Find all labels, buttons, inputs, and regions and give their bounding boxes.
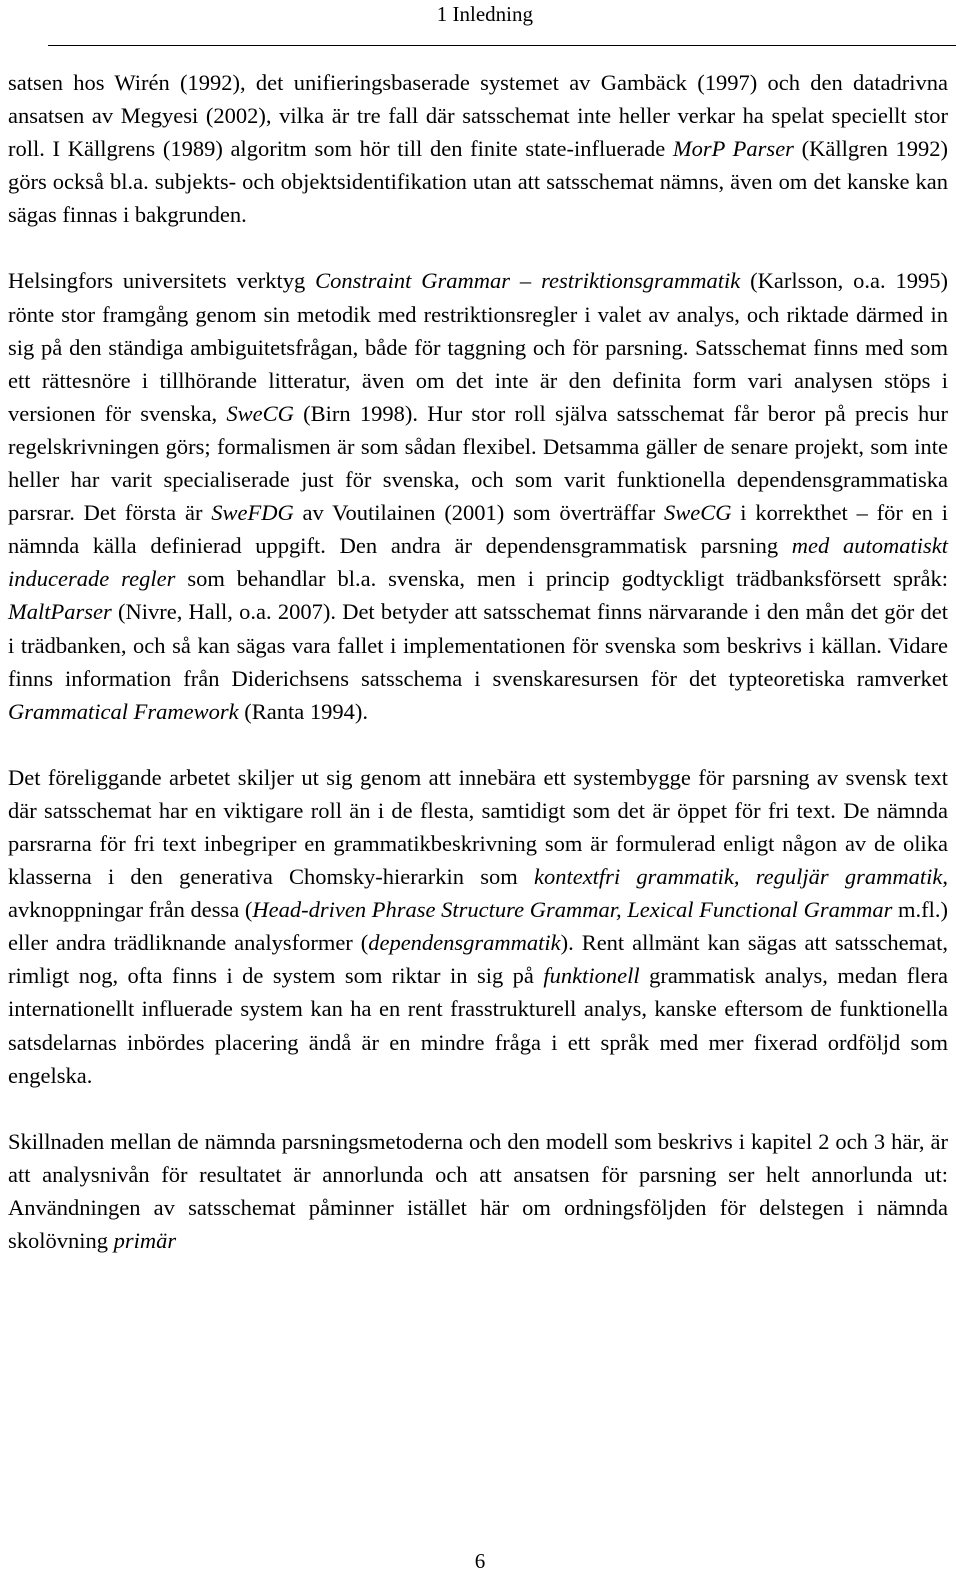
text-run: av Voutilainen (2001) som överträffar xyxy=(293,500,664,526)
italic-term: Grammatical Framework xyxy=(8,698,239,724)
text-run: ). Rent allmänt kan sägas att satsschemat, rimligt nog, ofta finns i de system som riktar in sig på xyxy=(8,930,948,989)
text-run: Det föreliggande arbetet skiljer ut sig genom att innebära ett systembygge för parsning av svensk text där satsschemat har en viktigare roll än i de flesta, samtidigt som det är öppet för fri text. De nämnda parsrarna för fri text inbegriper en grammatikbeskrivning som är formulerad enligt någon av de olika klasserna i den generativa Chomsky-hierarkin som xyxy=(8,764,948,890)
text-run: (Karlsson, o.a. 1995) rönte stor framgång genom sin metodik med restriktionsregler i valet av analys, och riktade därmed in sig på den ständiga ambiguitetsfrågan, både för taggning och för parsning. Satsschemat finns med som ett rättesnöre i tillhörande litteratur, även om det inte är den definita form vari analysen stöps i versionen för svenska, xyxy=(8,268,948,426)
body-text xyxy=(8,66,948,1257)
italic-term: SweCG xyxy=(663,500,732,526)
italic-term: kontextfri grammatik, reguljär grammatik xyxy=(533,864,943,890)
italic-term: MaltParser xyxy=(8,599,112,625)
text-run: Skillnaden mellan de nämnda parsningsmetoderna och den modell som beskrivs i kapitel 2 och 3 här, är att analysnivån för resultatet är annorlunda och att ansatsen för parsning ser helt annorlunda ut: Användningen av satsschemat påminner istället här om ordningsföljden för delstegen i nämnda skolövning xyxy=(8,1128,948,1253)
italic-term: Constraint Grammar – restriktionsgrammatik xyxy=(315,268,741,294)
text-run: (Nivre, Hall, o.a. 2007). Det betyder att satsschemat finns närvarande i den mån det gör det i trädbanken, och så kan sägas vara fallet i implementationen för svenska som beskrivs i källan. Vidare finns information från Diderichsens satsschema i svenskaresursen för det typteoretiska ramverket xyxy=(8,599,948,691)
italic-term: MorP Parser xyxy=(672,136,794,162)
italic-term: primär xyxy=(113,1228,177,1253)
running-header-title: 1 Inledning xyxy=(436,2,533,26)
paragraph-1 xyxy=(8,66,948,231)
page-header xyxy=(0,0,960,36)
text-run: Helsingfors universitets verktyg xyxy=(8,268,316,294)
italic-term: SweFDG xyxy=(211,500,294,526)
text-run: , avknoppningar från dessa ( xyxy=(8,864,949,923)
text-run: (Källgren 1992) görs också bl.a. subjekts- och objektsidentifikation utan att satsschemat nämns, även om det kanske kan sägas finnas i bakgrunden. xyxy=(8,136,948,228)
text-run: (Ranta 1994). xyxy=(238,698,368,724)
text-run: satsen hos Wirén (1992), det unifieringsbaserade systemet av Gambäck (1997) och den datadrivna ansatsen av Megyesi (2002), vilka är tre fall där satsschemat inte heller verkar ha spelat speciellt stor roll. I Källgrens (1989) algoritm som hör till den finite state-influerade xyxy=(8,70,948,162)
paragraph-4 xyxy=(8,1125,948,1257)
italic-term: med automatiskt inducerade regler xyxy=(8,533,948,592)
text-run: (Birn 1998). Hur stor roll själva satsschemat får beror på precis hur regelskrivningen görs; formalismen är som sådan flexibel. Detsamma gäller de senare projekt, som inte heller har varit specialiserade just för svenska, och som varit funktionella dependensgrammatiska parsrar. Det första är xyxy=(8,400,948,526)
italic-term: funktionell xyxy=(543,963,640,989)
text-run: grammatisk analys, medan flera internationellt influerade system kan ha en rent frasstrukturell analys, kanske eftersom de funktionella satsdelarnas inbördes placering ändå är en mindre fråga i ett språk med mer fixerad ordföljd som engelska. xyxy=(8,963,948,1088)
text-run: m.fl.) eller andra trädliknande analysformer ( xyxy=(8,897,948,956)
text-run: i korrekthet – för en i nämnda källa definierad uppgift. Den andra är dependensgrammatisk parsning xyxy=(8,500,948,559)
paragraph-2 xyxy=(8,264,948,727)
text-run: som behandlar bl.a. svenska, men i princip godtyckligt trädbanksförsett språk: xyxy=(175,566,948,592)
page-number: 6 xyxy=(474,1549,486,1573)
italic-term: Head-driven Phrase Structure Grammar, Lexical Functional Grammar xyxy=(252,897,893,923)
italic-term: SweCG xyxy=(226,400,294,426)
header-rule xyxy=(48,45,956,46)
italic-term: dependensgrammatik xyxy=(368,930,561,956)
paragraph-3 xyxy=(8,761,948,1092)
